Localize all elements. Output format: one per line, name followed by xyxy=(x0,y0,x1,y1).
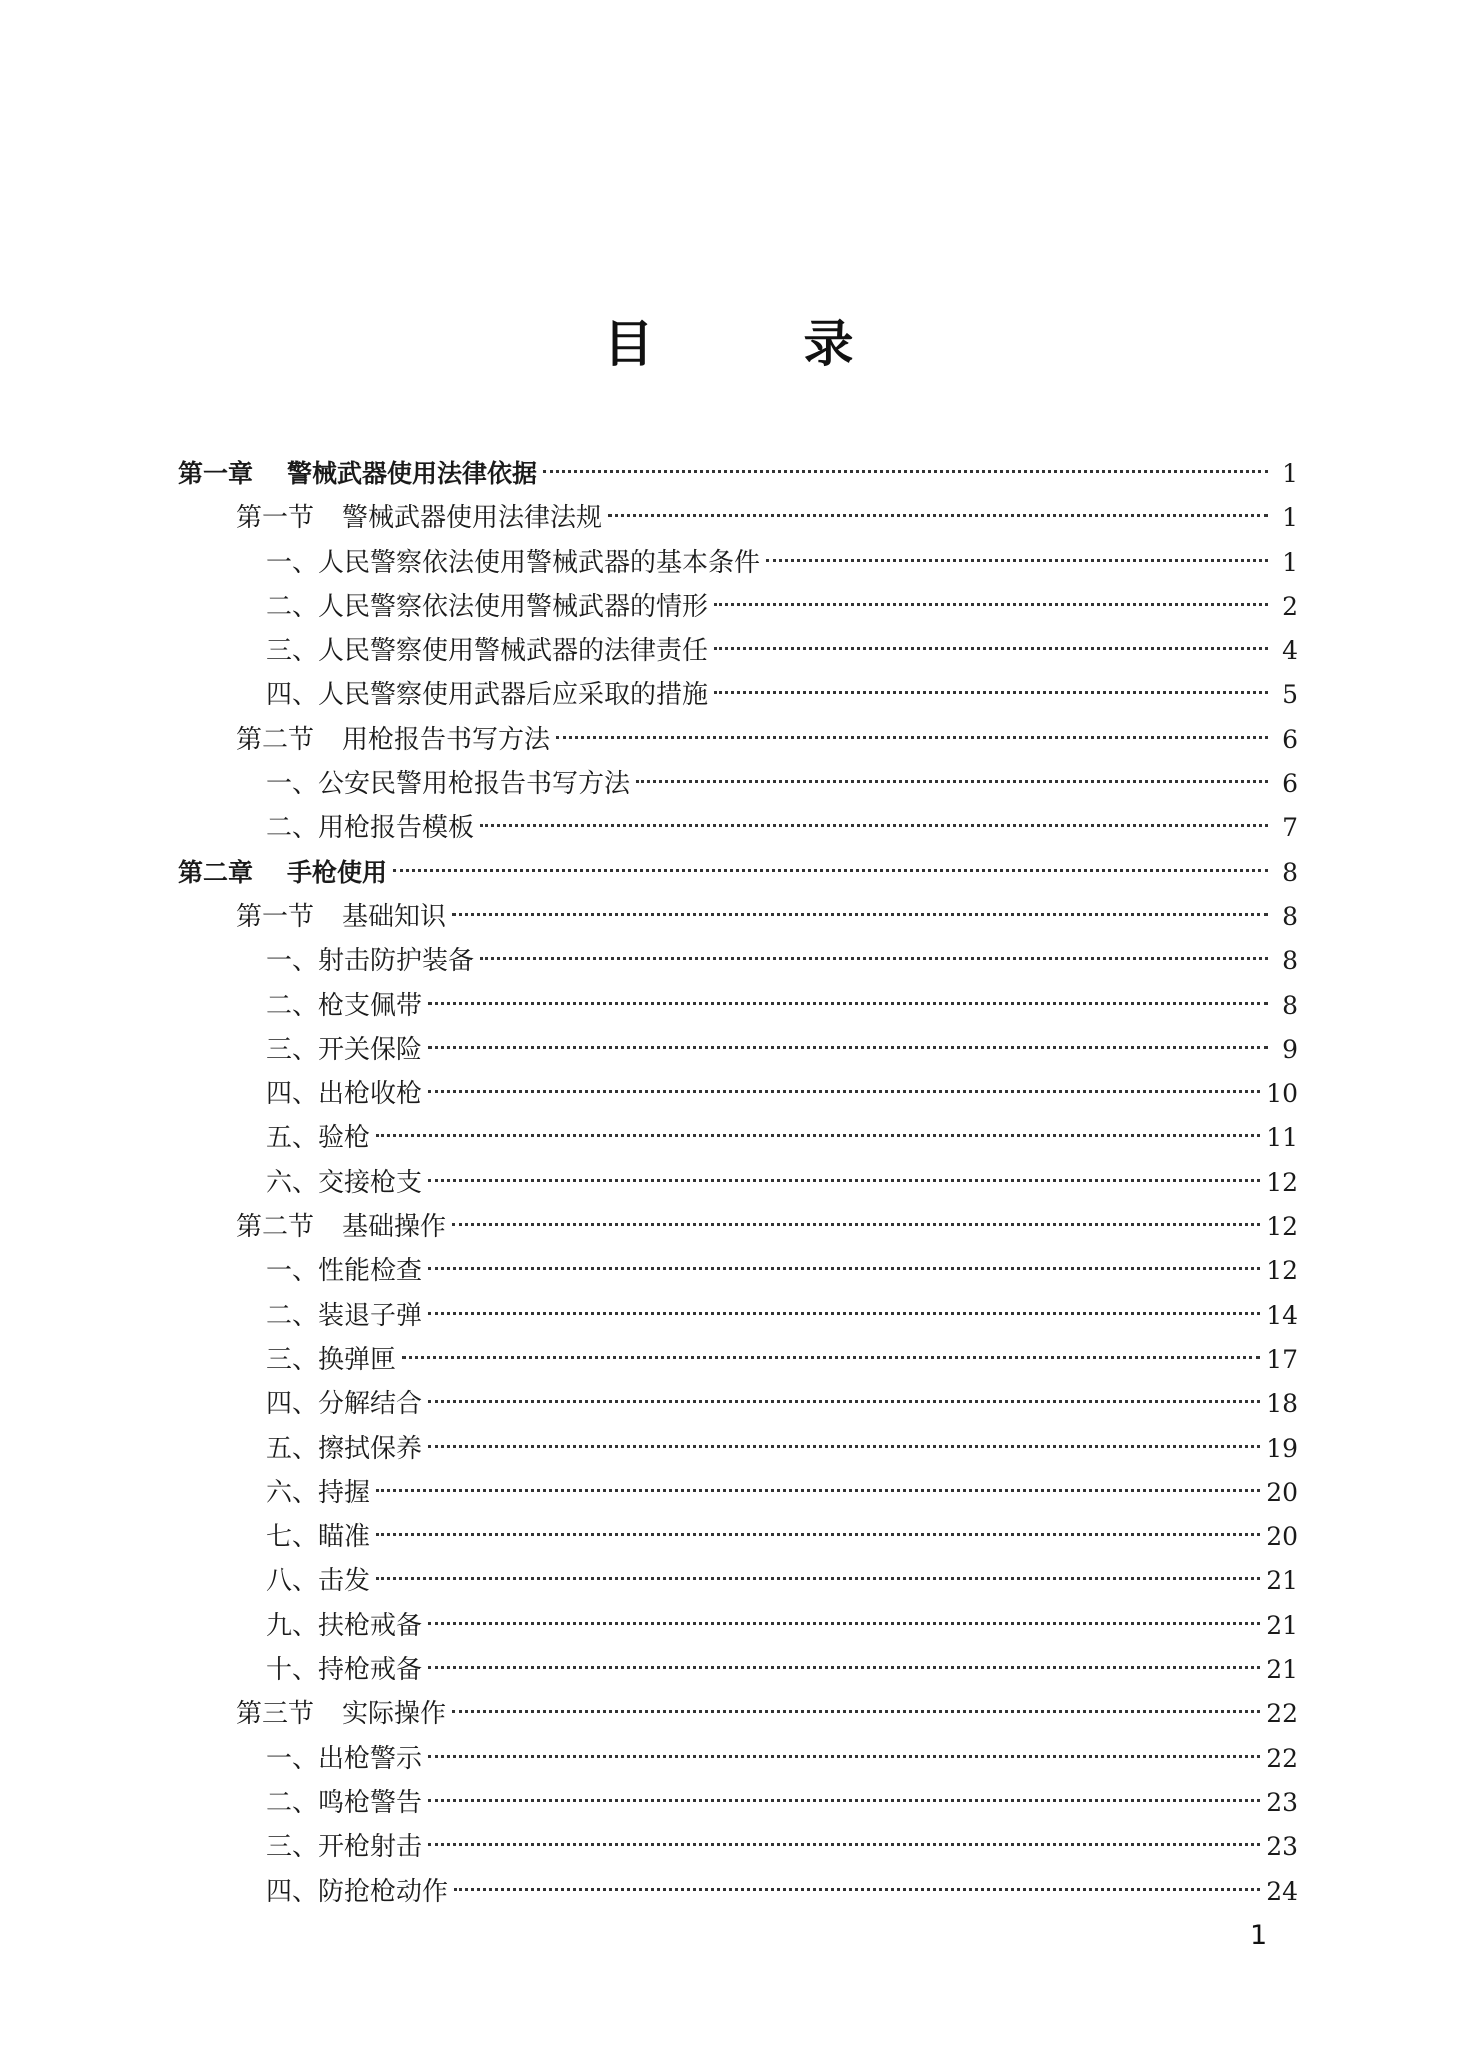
toc-entry-number: 三、 xyxy=(266,1344,319,1375)
toc-entry-label xyxy=(236,1692,446,1736)
toc-entry-number: 第二章 xyxy=(178,857,254,887)
toc-entry-title: 瞄准 xyxy=(318,1522,371,1553)
toc-entry-title: 基础知识 xyxy=(342,901,447,932)
toc-entry-number: 五、 xyxy=(266,1123,319,1154)
toc-entry-title: 防抢枪动作 xyxy=(318,1876,449,1907)
toc-item-entry[interactable] xyxy=(178,1559,1298,1603)
dot-leader xyxy=(376,1489,1260,1492)
toc-entry-title: 开枪射击 xyxy=(318,1832,423,1863)
toc-entry-number: 第二节 xyxy=(236,1212,315,1243)
toc-item-entry[interactable] xyxy=(178,1161,1298,1205)
toc-page-number: 17 xyxy=(1266,1344,1298,1374)
toc-entry-title: 基础操作 xyxy=(342,1212,447,1243)
toc-entry-label xyxy=(266,541,760,585)
toc-page-number: 21 xyxy=(1266,1566,1298,1596)
dot-leader xyxy=(376,1134,1260,1137)
toc-entry-label xyxy=(236,496,602,540)
dot-leader xyxy=(714,647,1268,650)
toc-item-entry[interactable] xyxy=(178,541,1298,585)
toc-item-entry[interactable] xyxy=(178,762,1298,806)
toc-page-number: 23 xyxy=(1266,1832,1298,1862)
dot-leader xyxy=(608,514,1268,517)
toc-item-entry[interactable] xyxy=(178,1427,1298,1471)
toc-page-number: 1 xyxy=(1282,459,1298,488)
toc-entry-number: 一、 xyxy=(266,1743,319,1774)
toc-section-entry[interactable] xyxy=(178,496,1298,540)
toc-page-number: 12 xyxy=(1266,1167,1298,1197)
toc-section-entry[interactable] xyxy=(178,1205,1298,1249)
toc-entry-number: 六、 xyxy=(266,1477,319,1508)
toc-entry-number: 三、 xyxy=(266,1832,319,1863)
toc-page-number: 10 xyxy=(1266,1079,1298,1109)
dot-leader xyxy=(452,1223,1260,1226)
dot-leader xyxy=(452,1710,1260,1713)
dot-leader xyxy=(556,736,1268,739)
dot-leader xyxy=(428,1090,1260,1093)
dot-leader xyxy=(428,1046,1268,1049)
dot-leader xyxy=(428,1179,1260,1182)
toc-entry-label xyxy=(266,1737,422,1781)
toc-entry-number: 四、 xyxy=(266,1079,319,1110)
toc-entry-number: 二、 xyxy=(266,1787,319,1818)
toc-entry-label xyxy=(266,1515,370,1559)
dot-leader xyxy=(452,913,1268,916)
toc-entry-number: 四、 xyxy=(266,1876,319,1907)
dot-leader xyxy=(428,1400,1260,1403)
toc-entry-label xyxy=(266,585,708,629)
toc-entry-label xyxy=(266,673,708,717)
toc-entry-title: 出枪收枪 xyxy=(318,1079,423,1110)
toc-entry-number: 四、 xyxy=(266,1389,319,1420)
toc-page-number: 8 xyxy=(1282,946,1298,976)
toc-entry-label xyxy=(266,762,630,806)
toc-entry-title: 公安民警用枪报告书写方法 xyxy=(318,769,631,800)
toc-entry-title: 实际操作 xyxy=(342,1699,447,1730)
toc-entry-label xyxy=(266,1559,370,1603)
toc-entry-title: 人民警察依法使用警械武器的基本条件 xyxy=(318,547,761,578)
toc-page-number: 21 xyxy=(1266,1655,1298,1685)
page-title xyxy=(0,300,1457,380)
toc-item-entry[interactable] xyxy=(178,1515,1298,1559)
toc-entry-title: 扶枪戒备 xyxy=(318,1610,423,1641)
toc-item-entry[interactable] xyxy=(178,1072,1298,1116)
toc-chapter-entry[interactable] xyxy=(178,452,1298,496)
toc-entry-number: 十、 xyxy=(266,1655,319,1686)
toc-entry-label xyxy=(266,1028,422,1072)
toc-entry-label xyxy=(236,1205,446,1249)
toc-page-number: 6 xyxy=(1282,769,1298,799)
dot-leader xyxy=(428,1267,1260,1270)
toc-entry-title: 射击防护装备 xyxy=(318,946,475,977)
dot-leader xyxy=(428,1799,1260,1802)
dot-leader xyxy=(428,1843,1260,1846)
toc-page-number: 23 xyxy=(1266,1787,1298,1817)
toc-entry-number: 第三节 xyxy=(236,1699,315,1730)
toc-item-entry[interactable] xyxy=(178,1737,1298,1781)
toc-entry-label xyxy=(266,1781,422,1825)
toc-page-number: 19 xyxy=(1266,1433,1298,1463)
toc-entry-label xyxy=(266,1648,422,1692)
title-char-1: 目 xyxy=(603,315,654,373)
dot-leader xyxy=(428,1312,1260,1315)
toc-entry-label xyxy=(266,1116,370,1160)
toc-page-number: 8 xyxy=(1282,990,1298,1020)
dot-leader xyxy=(714,691,1268,694)
toc-entry-title: 验枪 xyxy=(318,1123,371,1154)
toc-page-number: 20 xyxy=(1266,1477,1298,1507)
toc-entry-title: 击发 xyxy=(318,1566,371,1597)
toc-entry-title: 警械武器使用法律依据 xyxy=(287,459,538,488)
dot-leader xyxy=(480,957,1268,960)
toc-entry-title: 持枪戒备 xyxy=(318,1655,423,1686)
dot-leader xyxy=(428,1666,1260,1669)
toc-item-entry[interactable] xyxy=(178,1870,1298,1914)
toc-entry-title: 人民警察使用警械武器的法律责任 xyxy=(318,636,709,667)
dot-leader xyxy=(480,824,1268,827)
toc-item-entry[interactable] xyxy=(178,1648,1298,1692)
toc-page-number: 20 xyxy=(1266,1522,1298,1552)
toc-item-entry[interactable] xyxy=(178,806,1298,850)
toc-entry-title: 交接枪支 xyxy=(318,1167,423,1198)
toc-entry-title: 开关保险 xyxy=(318,1034,423,1065)
toc-entry-title: 持握 xyxy=(318,1477,371,1508)
toc-entry-number: 九、 xyxy=(266,1610,319,1641)
toc-page-number: 1 xyxy=(1282,503,1298,533)
toc-entry-title: 人民警察使用武器后应采取的措施 xyxy=(318,680,709,711)
toc-entry-label xyxy=(178,452,537,496)
toc-entry-number: 第一节 xyxy=(236,901,315,932)
toc-entry-number: 八、 xyxy=(266,1566,319,1597)
toc-item-entry[interactable] xyxy=(178,1338,1298,1382)
toc-item-entry[interactable] xyxy=(178,1116,1298,1160)
toc-entry-number: 二、 xyxy=(266,813,319,844)
toc-entry-label xyxy=(266,1249,422,1293)
toc-entry-label xyxy=(266,1427,422,1471)
toc-entry-number: 一、 xyxy=(266,547,319,578)
toc-entry-label xyxy=(266,629,708,673)
page-number: 1 xyxy=(1250,1920,1268,1951)
table-of-contents xyxy=(178,452,1298,1914)
toc-entry-number: 二、 xyxy=(266,990,319,1021)
toc-entry-title: 换弹匣 xyxy=(318,1344,397,1375)
toc-entry-number: 第一节 xyxy=(236,503,315,534)
toc-entry-number: 二、 xyxy=(266,591,319,622)
toc-item-entry[interactable] xyxy=(178,1781,1298,1825)
toc-page-number: 8 xyxy=(1282,901,1298,931)
dot-leader xyxy=(393,869,1268,872)
toc-entry-label xyxy=(266,984,422,1028)
toc-page-number: 2 xyxy=(1282,591,1298,621)
toc-entry-title: 鸣枪警告 xyxy=(318,1787,423,1818)
toc-entry-title: 枪支佩带 xyxy=(318,990,423,1021)
toc-page-number: 22 xyxy=(1266,1699,1298,1729)
toc-section-entry[interactable] xyxy=(178,718,1298,762)
toc-page-number: 22 xyxy=(1266,1743,1298,1773)
toc-entry-number: 第二节 xyxy=(236,724,315,755)
toc-entry-number: 五、 xyxy=(266,1433,319,1464)
toc-page-number: 12 xyxy=(1266,1212,1298,1242)
dot-leader xyxy=(714,603,1268,606)
toc-item-entry[interactable] xyxy=(178,673,1298,717)
dot-leader xyxy=(376,1533,1260,1536)
dot-leader xyxy=(428,1622,1260,1625)
toc-page-number: 21 xyxy=(1266,1610,1298,1640)
toc-page-number: 8 xyxy=(1282,857,1298,887)
toc-entry-label xyxy=(266,1870,448,1914)
toc-entry-label xyxy=(236,718,550,762)
toc-page-number: 7 xyxy=(1282,813,1298,843)
toc-item-entry[interactable] xyxy=(178,939,1298,983)
toc-entry-number: 一、 xyxy=(266,946,319,977)
toc-page-number: 9 xyxy=(1282,1034,1298,1064)
toc-page-number: 12 xyxy=(1266,1256,1298,1286)
toc-section-entry[interactable] xyxy=(178,1692,1298,1736)
toc-item-entry[interactable] xyxy=(178,629,1298,673)
toc-entry-label xyxy=(266,1825,422,1869)
toc-entry-number: 四、 xyxy=(266,680,319,711)
toc-chapter-entry[interactable] xyxy=(178,851,1298,895)
dot-leader xyxy=(766,559,1268,562)
toc-entry-label xyxy=(266,806,474,850)
toc-entry-title: 人民警察依法使用警械武器的情形 xyxy=(318,591,709,622)
toc-item-entry[interactable] xyxy=(178,1825,1298,1869)
dot-leader xyxy=(428,1755,1260,1758)
toc-entry-title: 擦拭保养 xyxy=(318,1433,423,1464)
toc-entry-number: 二、 xyxy=(266,1300,319,1331)
dot-leader xyxy=(454,1888,1260,1891)
toc-section-entry[interactable] xyxy=(178,895,1298,939)
toc-page-number: 6 xyxy=(1282,724,1298,754)
toc-page-number: 11 xyxy=(1266,1123,1298,1153)
toc-entry-title: 出枪警示 xyxy=(318,1743,423,1774)
toc-entry-number: 七、 xyxy=(266,1522,319,1553)
title-char-2: 录 xyxy=(803,315,854,373)
toc-entry-label xyxy=(178,851,387,895)
toc-page-number: 14 xyxy=(1266,1300,1298,1330)
dot-leader xyxy=(428,1445,1260,1448)
toc-item-entry[interactable] xyxy=(178,1471,1298,1515)
toc-entry-label xyxy=(266,1294,422,1338)
toc-page-number: 4 xyxy=(1282,636,1298,666)
toc-entry-label xyxy=(266,939,474,983)
toc-page-number: 1 xyxy=(1282,547,1298,577)
dot-leader xyxy=(402,1356,1260,1359)
toc-entry-label xyxy=(266,1604,422,1648)
toc-page-number: 24 xyxy=(1266,1876,1298,1906)
dot-leader xyxy=(543,470,1268,473)
toc-entry-title: 性能检查 xyxy=(318,1256,423,1287)
toc-item-entry[interactable] xyxy=(178,585,1298,629)
dot-leader xyxy=(636,780,1268,783)
toc-page-number: 18 xyxy=(1266,1389,1298,1419)
toc-entry-title: 警械武器使用法律法规 xyxy=(342,503,603,534)
toc-item-entry[interactable] xyxy=(178,1604,1298,1648)
toc-entry-number: 三、 xyxy=(266,636,319,667)
toc-entry-label xyxy=(266,1072,422,1116)
toc-entry-number: 三、 xyxy=(266,1034,319,1065)
toc-item-entry[interactable] xyxy=(178,1294,1298,1338)
toc-page-number: 5 xyxy=(1282,680,1298,710)
toc-entry-title: 装退子弹 xyxy=(318,1300,423,1331)
dot-leader xyxy=(376,1577,1260,1580)
toc-entry-number: 一、 xyxy=(266,769,319,800)
toc-entry-title: 手枪使用 xyxy=(287,857,388,887)
toc-entry-number: 六、 xyxy=(266,1167,319,1198)
toc-item-entry[interactable] xyxy=(178,1249,1298,1293)
toc-entry-title: 分解结合 xyxy=(318,1389,423,1420)
toc-entry-label xyxy=(236,895,446,939)
toc-entry-number: 一、 xyxy=(266,1256,319,1287)
toc-entry-title: 用枪报告书写方法 xyxy=(342,724,551,755)
toc-entry-label xyxy=(266,1338,396,1382)
toc-item-entry[interactable] xyxy=(178,1028,1298,1072)
toc-entry-label xyxy=(266,1471,370,1515)
toc-entry-label xyxy=(266,1161,422,1205)
toc-entry-number: 第一章 xyxy=(178,459,254,488)
toc-entry-title: 用枪报告模板 xyxy=(318,813,475,844)
toc-item-entry[interactable] xyxy=(178,984,1298,1028)
toc-item-entry[interactable] xyxy=(178,1382,1298,1426)
toc-entry-label xyxy=(266,1382,422,1426)
dot-leader xyxy=(428,1002,1268,1005)
